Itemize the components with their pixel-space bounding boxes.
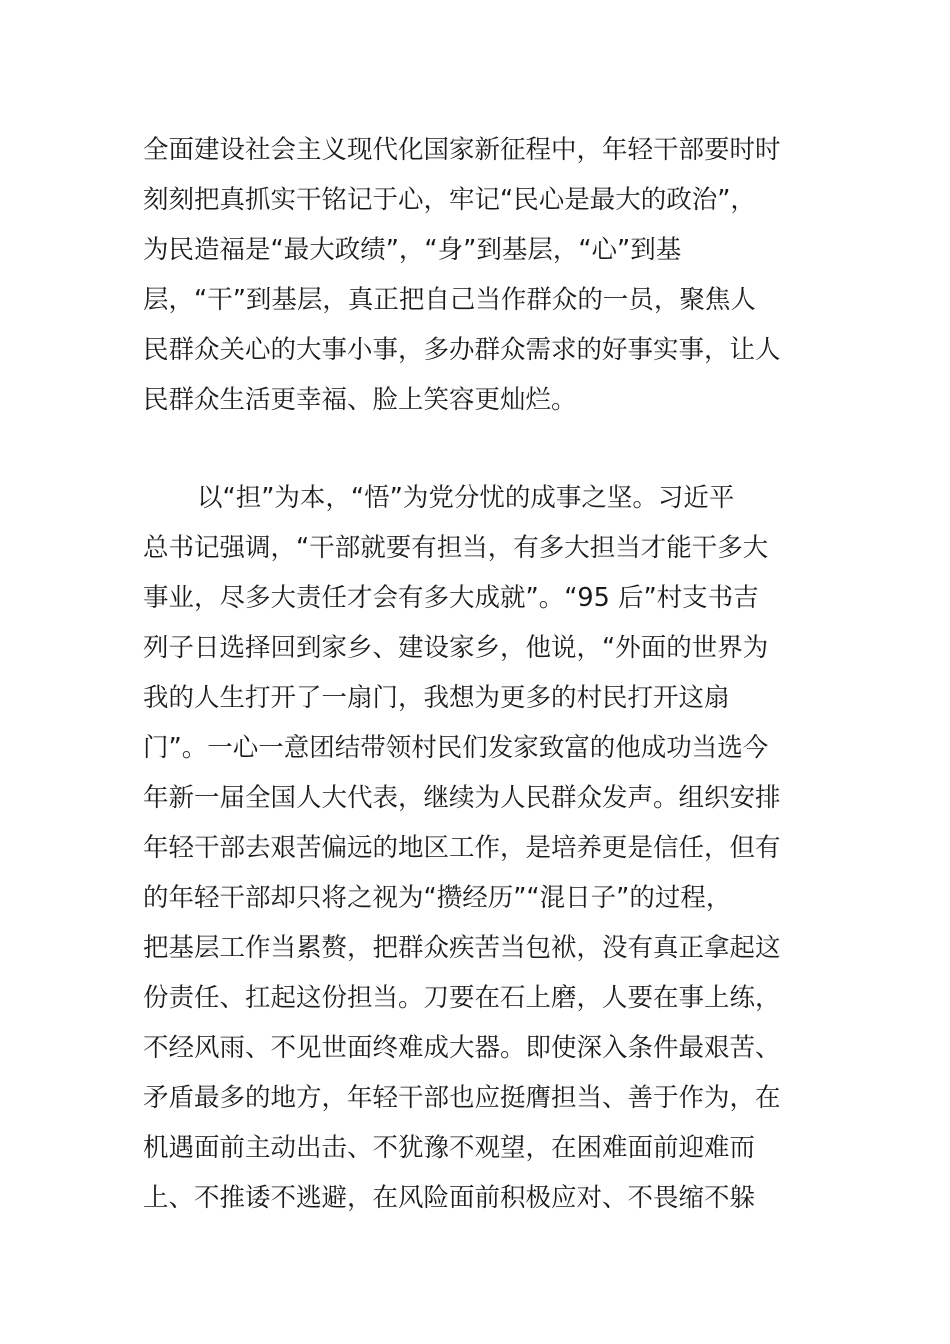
text-line: 的年轻干部却只将之视为“攒经历”“混日子”的过程， [143,883,732,913]
text-line: 不经风雨、不见世面终难成大器。即使深入条件最艰苦、 [143,1033,781,1063]
text-line: 层，“干”到基层，真正把自己当作群众的一员，聚焦人 [143,285,756,315]
text-line: 总书记强调，“干部就要有担当，有多大担当才能干多大 [143,533,769,563]
text-line: 全面建设社会主义现代化国家新征程中，年轻干部要时时 [143,135,781,165]
text-line: 门”。一心一意团结带领村民们发家致富的他成功当选今 [143,733,769,763]
text-line: 刻刻把真抓实干铭记于心，牢记“民心是最大的政治”， [143,185,756,215]
text-line: 民群众生活更幸福、脸上笑容更灿烂。 [143,385,577,415]
text-line: 民群众关心的大事小事，多办群众需求的好事实事，让人 [143,335,781,365]
text-line: 把基层工作当累赘，把群众疾苦当包袱，没有真正拿起这 [143,933,781,963]
text-line: 列子日选择回到家乡、建设家乡，他说，“外面的世界为 [143,633,769,663]
text-line: 事业，尽多大责任才会有多大成就”。“95 后”村支书吉 [143,583,759,613]
text-line: 为民造福是“最大政绩”，“身”到基层，“心”到基 [143,235,682,265]
text-line: 上、不推诿不逃避，在风险面前积极应对、不畏缩不躲 [143,1183,756,1213]
text-line: 矛盾最多的地方，年轻干部也应挺膺担当、善于作为，在 [143,1083,781,1113]
text-line: 我的人生打开了一扇门，我想为更多的村民打开这扇 [143,683,730,713]
text-line: 机遇面前主动出击、不犹豫不观望，在困难面前迎难而 [143,1133,756,1163]
text-line: 年新一届全国人大代表，继续为人民群众发声。组织安排 [143,783,781,813]
text-line: 以“担”为本，“悟”为党分忧的成事之坚。习近平 [197,483,735,513]
text-line: 年轻干部去艰苦偏远的地区工作，是培养更是信任，但有 [143,833,781,863]
text-line: 份责任、扛起这份担当。刀要在石上磨，人要在事上练， [143,983,781,1013]
